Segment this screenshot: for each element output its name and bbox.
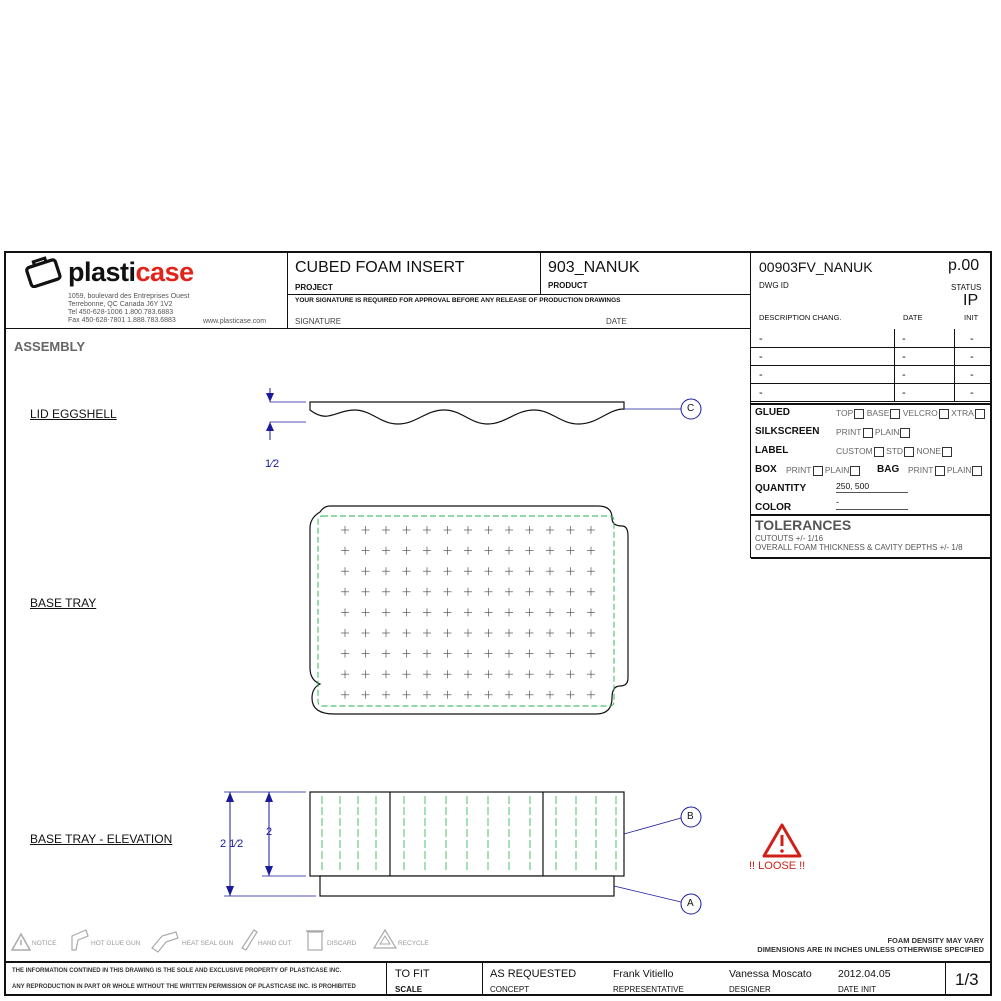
concept-label: CONCEPT: [490, 985, 530, 994]
silkscreen-label: SILKSCREEN: [755, 426, 820, 437]
callout-b-label: B: [687, 811, 694, 822]
footer-divider: [945, 962, 946, 996]
sheet-number: 1/3: [955, 970, 979, 989]
footer-divider: [482, 962, 483, 996]
bag-option-plain: PLAIN: [946, 465, 972, 475]
page-value: p.00: [948, 257, 980, 274]
desc-label: DESCRIPTION CHANG.: [759, 313, 842, 322]
table-row: -: [902, 333, 906, 345]
callout-c-label: C: [687, 403, 695, 414]
tolerance-cutouts: CUTOUTS +/- 1/16: [755, 534, 824, 543]
notice-icon: [10, 932, 32, 952]
recycle-icon: [372, 928, 398, 952]
warning-triangle-icon: [764, 825, 800, 856]
heat-seal-gun-icon: [148, 928, 182, 954]
address-line: Fax 450-628-7801 1.888.783.6883: [68, 317, 176, 324]
glued-option-top: TOP: [836, 408, 854, 418]
color-label: COLOR: [755, 502, 792, 513]
status-value: IP: [963, 292, 979, 309]
table-row: -: [759, 351, 763, 363]
bag-option-print: PRINT: [908, 465, 934, 475]
recycle-icon-label: RECYCLE: [398, 940, 429, 947]
table-row: -: [902, 387, 906, 399]
elevation-outer-dimension: 2 1⁄2: [220, 838, 244, 850]
address-line: Tel 450-628-1006 1.800.783.6883: [68, 309, 174, 316]
base-tray-outline: [310, 506, 628, 714]
color-field[interactable]: -: [836, 497, 908, 510]
address-line: Terrebonne, QC Canada J6Y 1V2: [68, 301, 173, 308]
hot-glue-gun-icon: [68, 928, 92, 954]
silkscreen-option-plain: PLAIN: [874, 427, 900, 437]
glued-option-base: BASE: [866, 408, 890, 418]
base-tray-label: BASE TRAY: [30, 596, 97, 610]
scale-value: TO FIT: [395, 968, 430, 980]
lid-eggshell-label: LID EGGSHELL: [30, 407, 117, 421]
quantity-label: QUANTITY: [755, 483, 807, 494]
discard-icon: [304, 926, 326, 952]
company-website[interactable]: www.plasticase.com: [203, 318, 267, 325]
box-option-print: PRINT: [786, 465, 812, 475]
glued-label: GLUED: [755, 407, 790, 418]
dwg-id-label: DWG ID: [759, 281, 789, 290]
callout-a-label: A: [687, 898, 694, 909]
tolerance-overall: OVERALL FOAM THICKNESS & CAVITY DEPTHS +/- 1/8: [755, 543, 963, 552]
table-row: -: [759, 369, 763, 381]
box-label: BOX: [755, 464, 777, 475]
table-row: -: [970, 333, 974, 345]
discard-icon-label: DISCARD: [327, 940, 357, 947]
signature-label[interactable]: SIGNATURE: [295, 317, 342, 326]
quantity-field[interactable]: 250, 500: [836, 481, 908, 493]
label-option-std: STD: [886, 446, 904, 456]
tolerances-title: TOLERANCES: [755, 517, 852, 533]
legal-line-1: THE INFORMATION CONTINED IN THIS DRAWING IS THE SOLE AND EXCLUSIVE PROPERTY OF PLASTICASE INC.: [12, 968, 342, 974]
legal-line-2: ANY REPRODUCTION IN PART OR WHOLE WITHOUT THE WRITTEN PERMISSION OF PLASTICASE INC. IS PROHIBITED: [12, 984, 356, 990]
signature-notice: YOUR SIGNATURE IS REQUIRED FOR APPROVAL BEFORE ANY RELEASE OF PRODUCTION DRAWINGS: [295, 297, 621, 304]
date-init-label: DATE INIT: [838, 985, 877, 994]
table-row: -: [759, 387, 763, 399]
foam-density-note: FOAM DENSITY MAY VARY: [887, 936, 984, 945]
logo-word-accent: case: [135, 257, 194, 287]
box-option-plain: PLAIN: [824, 465, 850, 475]
base-tray-elevation-label: BASE TRAY - ELEVATION: [30, 832, 173, 846]
footer-divider: [386, 962, 387, 996]
address-line: 1059, boulevard des Entreprises Ouest: [68, 293, 190, 300]
date-init-value: 2012.04.05: [838, 968, 891, 980]
hand-cut-icon: [238, 926, 260, 952]
scale-label: SCALE: [395, 985, 423, 994]
glued-option-xtra: XTRA: [951, 408, 974, 418]
label-label: LABEL: [755, 445, 789, 456]
product-label: PRODUCT: [548, 281, 588, 290]
loose-warning: !! LOOSE !!: [749, 860, 806, 872]
label-option-none: NONE: [916, 446, 941, 456]
table-row: -: [902, 369, 906, 381]
notice-icon-label: NOTICE: [32, 940, 57, 947]
lid-dimension-label: 1⁄2: [265, 458, 280, 470]
heat-seal-gun-icon-label: HEAT SEAL GUN: [182, 940, 234, 947]
desc-date-label: DATE: [903, 313, 923, 322]
logo-word-plain: plasti: [68, 257, 136, 287]
footer-top-rule: [4, 961, 992, 963]
concept-value: AS REQUESTED: [490, 968, 577, 980]
lid-eggshell-profile: [310, 402, 624, 424]
product-value: 903_NANUK: [548, 259, 640, 276]
representative-label: REPRESENTATIVE: [613, 985, 684, 994]
base-tray-elevation: [310, 792, 624, 896]
designer-label: DESIGNER: [729, 985, 771, 994]
status-label: STATUS: [951, 283, 982, 292]
bag-label: BAG: [877, 464, 900, 475]
hot-glue-gun-icon-label: HOT GLUE GUN: [91, 940, 141, 947]
dwg-id-value: 00903FV_NANUK: [759, 259, 873, 275]
table-row: -: [759, 333, 763, 345]
label-option-custom: CUSTOM: [836, 446, 873, 456]
table-row: -: [970, 351, 974, 363]
table-row: -: [970, 387, 974, 399]
glued-option-velcro: VELCRO: [902, 408, 938, 418]
table-row: -: [970, 369, 974, 381]
designer-value: Vanessa Moscato: [729, 968, 812, 980]
silkscreen-option-print: PRINT: [836, 427, 862, 437]
lid-thickness-dimension: [266, 388, 306, 440]
project-value: CUBED FOAM INSERT: [295, 259, 465, 276]
elevation-inner-dimension: 2: [266, 826, 273, 838]
init-label: INIT: [964, 313, 979, 322]
representative-value: Frank Vitiello: [613, 968, 674, 980]
signature-date-label[interactable]: DATE: [606, 317, 627, 326]
project-label: PROJECT: [295, 283, 333, 292]
dimension-units-note: DIMENSIONS ARE IN INCHES UNLESS OTHERWISE SPECIFIED: [757, 945, 984, 954]
table-row: -: [902, 351, 906, 363]
hand-cut-icon-label: HAND CUT: [258, 940, 292, 947]
section-title: ASSEMBLY: [14, 339, 86, 354]
